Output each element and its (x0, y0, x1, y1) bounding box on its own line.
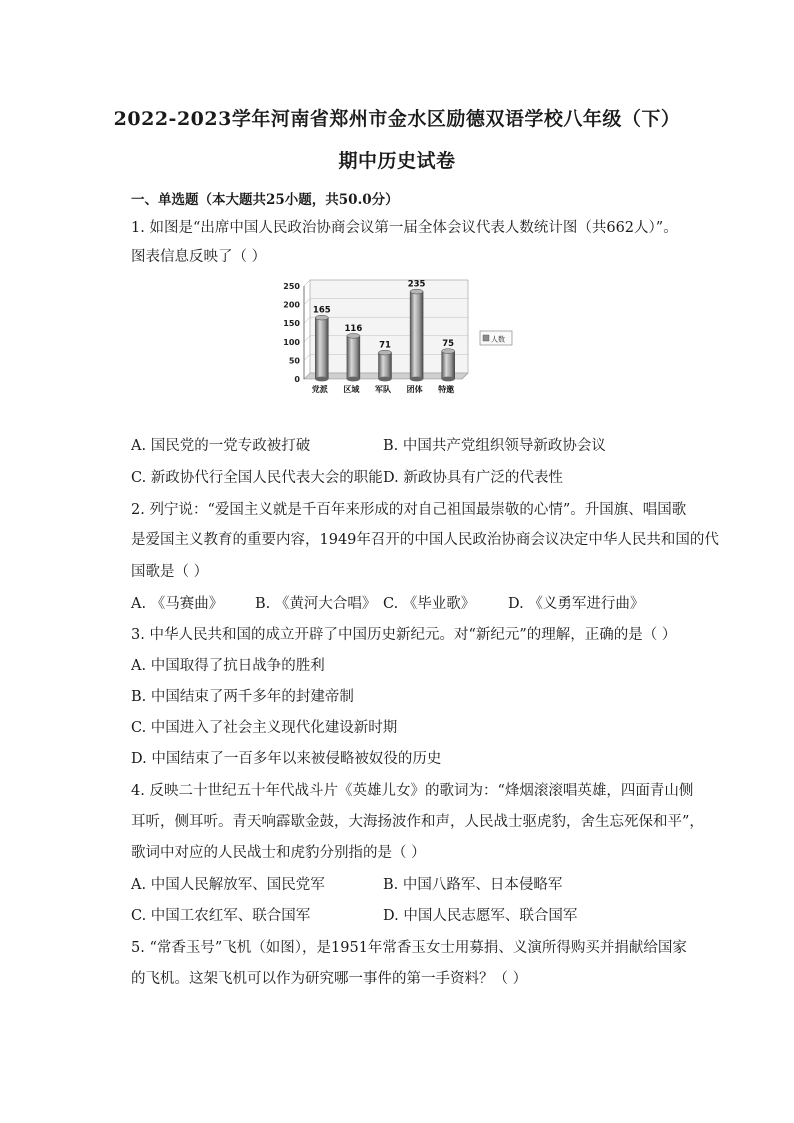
exam-title-line1: 2022-2023学年河南省郑州市金水区励德双语学校八年级（下） (113, 108, 681, 130)
chart-data-label: 71 (379, 340, 391, 351)
q4-stem-line3: 歌词中对应的人民战士和虎豹分别指的是（ ） (131, 845, 426, 861)
chart-data-label: 235 (407, 279, 426, 290)
q2-stem-line1: 2. 列宁说：“爱国主义就是千百年来形成的对自己祖国最崇敬的心情”。升国旗、唱国歌 (131, 502, 687, 518)
q1-option-d[interactable]: D. 新政协具有广泛的代表性 (383, 470, 563, 486)
chart-y-tick-label: 250 (283, 282, 300, 291)
chart-gridline-side (304, 280, 310, 286)
q1-stem-line1: 1. 如图是“出席中国人民政治协商会议第一届全体会议代表人数统计图（共662人）”。 (131, 220, 678, 236)
q3-option-d[interactable]: D. 中国结束了一百多年以来被侵略被奴役的历史 (131, 751, 442, 767)
chart-bar-top (410, 289, 423, 294)
chart-bar-top (347, 333, 360, 338)
chart-y-tick-label: 0 (294, 375, 300, 384)
chart-y-tick-label: 100 (283, 337, 300, 347)
chart-x-tick-label: 团体 (406, 385, 423, 394)
q3-option-a[interactable]: A. 中国取得了抗日战争的胜利 (131, 658, 325, 674)
q1-option-b[interactable]: B. 中国共产党组织领导新政协会议 (383, 438, 606, 454)
chart-bar-base (347, 377, 360, 382)
q4-stem-line2: 耳听，侧耳听。青天响霹歇金鼓，大海扬波作和声，人民战士驱虎豹，舍生忘死保和平”， (131, 814, 704, 830)
chart-data-label: 116 (344, 323, 363, 334)
chart-y-tick-label: 50 (288, 356, 300, 366)
chart-bar (410, 292, 423, 379)
chart-x-tick-label: 区域 (343, 385, 360, 394)
chart-legend-swatch (483, 335, 489, 341)
exam-title-line2: 期中历史试卷 (338, 150, 456, 172)
chart-y-tick-label: 200 (283, 300, 300, 310)
q1-option-c[interactable]: C. 新政协代行全国人民代表大会的职能 (131, 470, 383, 486)
chart-bar-top (379, 350, 392, 355)
chart-x-tick-label: 党派 (311, 385, 328, 394)
q4-option-b[interactable]: B. 中国八路军、日本侵略军 (383, 877, 563, 893)
chart-x-tick-label: 特邀 (438, 385, 455, 394)
q1-stem-line2: 图表信息反映了（ ） (131, 249, 267, 265)
chart-bar-base (442, 377, 455, 382)
chart-gridline-side (304, 354, 310, 360)
chart-bar (379, 353, 392, 379)
q4-option-a[interactable]: A. 中国人民解放军、国民党军 (131, 877, 325, 893)
chart-bar-top (442, 349, 455, 354)
q3-stem-line1: 3. 中华人民共和国的成立开辟了中国历史新纪元。对“新纪元”的理解，正确的是（ ） (131, 627, 677, 643)
q3-option-b[interactable]: B. 中国结束了两千多年的封建帝制 (131, 689, 354, 705)
q2-stem-line2: 是爱国主义教育的重要内容，1949年召开的中国人民政治协商会议决定中华人民共和国的代 (131, 532, 719, 548)
chart-bar (315, 318, 328, 379)
chart-bar-base (379, 377, 392, 382)
chart-bar-top (315, 315, 328, 320)
chart-bar-base (410, 377, 423, 382)
chart-data-label: 165 (312, 305, 331, 316)
q1-option-a[interactable]: A. 国民党的一党专政被打破 (131, 438, 311, 454)
q2-option-a[interactable]: A. 《马赛曲》 (131, 596, 224, 612)
chart-legend-label: 人数 (491, 335, 505, 344)
q2-option-b[interactable]: B. 《黄河大合唱》 (255, 596, 377, 612)
q4-option-c[interactable]: C. 中国工农红军、联合国军 (131, 908, 311, 924)
q5-stem-line2: 的飞机。这架飞机可以作为研究哪一事件的第一手资料？（ ） (131, 971, 528, 987)
q3-option-c[interactable]: C. 中国进入了社会主义现代化建设新时期 (131, 720, 398, 736)
chart-x-tick-label: 军队 (375, 385, 391, 394)
q2-stem-line3: 国歌是（ ） (131, 564, 209, 580)
chart-gridline-side (304, 317, 310, 323)
chart-bar (347, 336, 360, 379)
chart-gridline-side (304, 336, 310, 342)
q4-option-d[interactable]: D. 中国人民志愿军、联合国军 (383, 908, 578, 924)
delegate-bar-chart (280, 276, 520, 402)
chart-bar-base (315, 377, 328, 382)
section-heading: 一、单选题（本大题共25小题，共50.0分） (131, 192, 399, 208)
q4-stem-line1: 4. 反映二十世纪五十年代战斗片《英雄儿女》的歌词为：“烽烟滚滚唱英雄，四面青山侧 (131, 783, 694, 799)
q2-option-c[interactable]: C. 《毕业歌》 (383, 596, 476, 612)
q2-option-d[interactable]: D. 《义勇军进行曲》 (508, 596, 645, 612)
chart-bar (442, 351, 455, 379)
chart-data-label: 75 (442, 339, 455, 350)
chart-gridline-side (304, 299, 310, 305)
chart-y-tick-label: 150 (283, 319, 300, 329)
q5-stem-line1: 5. “常香玉号”飞机（如图），是1951年常香玉女士用募捐、义演所得购买并捐献给国家 (131, 940, 687, 956)
